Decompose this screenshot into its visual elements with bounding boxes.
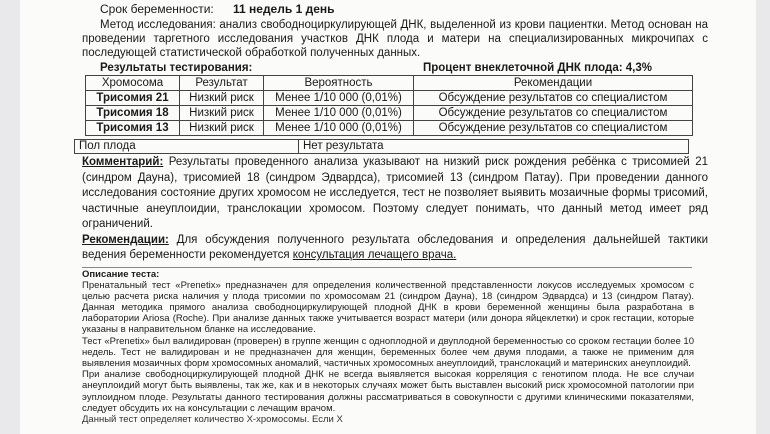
test-description-title: Описание теста: xyxy=(82,268,160,280)
recommendations-paragraph xyxy=(82,233,708,264)
test-description xyxy=(82,280,694,414)
cell-chromosome: Трисомия 18 xyxy=(86,106,180,121)
description-paragraph: При анализе свободноциркулирующей плодной ДНК не всегда выявляется высокая корреляция с генотипом плода. Не все случаи анеуплоидий могут быть выявлены, так же, как и в некоторых случаях может быть выставлен высокий риск хромосомной патологии при эуплоидном плоде. Результаты данного тестирования должны рассматриваться в совокупности с другими клиническими показателями, следует обсудить их на консультации с лечащим врачом. xyxy=(82,369,694,414)
results-table-header xyxy=(86,76,693,91)
header-chromosome: Хромосома xyxy=(86,76,180,91)
description-paragraph: Тест «Prenetix» был валидирован (проверен) в группе женщин с одноплодной и двуплодной беременностью со сроком гестации более 10 недель. Тест не валидирован и не предназначен для женщин, беременных более чем двумя плодами, а также не применим для выявления мозаичных форм хромосомных аномалий, частичных хромосомных анеуплоидий, транслокаций и материнских анеуплоидий. xyxy=(82,335,694,369)
cell-recommendation: Обсуждение результатов со специалистом xyxy=(414,121,693,136)
header-result: Результат xyxy=(180,76,264,91)
comment-section xyxy=(82,155,708,264)
document-page xyxy=(20,0,756,434)
table-row xyxy=(75,140,689,154)
cell-probability: Менее 1/10 000 (0,01%) xyxy=(264,91,414,106)
header-probability: Вероятность xyxy=(264,76,414,91)
cell-result: Низкий риск xyxy=(180,121,264,136)
cell-recommendation: Обсуждение результатов со специалистом xyxy=(414,106,693,121)
results-title: Результаты тестирования: xyxy=(100,62,253,74)
fetal-sex-table xyxy=(74,139,689,154)
method-paragraph: Метод исследования: анализ свободноциркулирующей ДНК, выделенной из крови пациентки. Метод основан на проведении таргетного исследования участков ДНК плода и матери на специализированных микрочипах с последующей статистической обработкой полученных данных. xyxy=(82,19,708,59)
cell-result: Низкий риск xyxy=(180,106,264,121)
cell-chromosome: Трисомия 13 xyxy=(86,121,180,136)
recommendations-label: Рекомендации: xyxy=(82,233,169,246)
fetal-sex-value: Нет результата xyxy=(299,140,689,154)
comment-text: Результаты проведенного анализа указывают на низкий риск рождения ребёнка с трисомией 21 (синдром Дауна), трисомией 18 (синдром Эдвардса), трисомией 13 (синдром Патау). При проведении данного исследования состояние других хромосом не исследуется, тест не позволяет выявить мозаичные формы трисомий, частичные анеуплоидии, транслокации хромосом. Поэтому следует понимать, что данный метод имеет ряд ограничений. xyxy=(82,156,708,230)
section-divider xyxy=(82,267,692,268)
description-cut-off-line: Данный тест определяет количество Х-хромосомы. Если Х xyxy=(82,413,343,425)
gestation-term-row xyxy=(82,2,708,17)
cell-probability: Менее 1/10 000 (0,01%) xyxy=(264,121,414,136)
cell-recommendation: Обсуждение результатов со специалистом xyxy=(414,91,693,106)
recommendations-text: Для обсуждения полученного результата обследования и определения дальнейшей тактики ведения беременности рекомендуется xyxy=(82,233,708,261)
document-content xyxy=(79,2,708,425)
cell-result: Низкий риск xyxy=(180,91,264,106)
doctor-consultation-text: консультация лечащего врача. xyxy=(292,249,457,261)
cell-chromosome: Трисомия 21 xyxy=(86,91,180,106)
fetal-cfdna-percent: Процент внеклеточной ДНК плода: 4,3% xyxy=(422,62,652,74)
gestation-term-label: Срок беременности: xyxy=(100,2,214,16)
comment-label: Комментарий: xyxy=(82,156,164,168)
results-header-row xyxy=(82,61,692,75)
description-paragraph: Пренатальный тест «Prenetix» предназначен для определения количественной представленности локусов исследуемых хромосом с целью расчета риска наличия у плода трисомии по хромосомам 21 (синдром Дауна), 18 (синдром Эдвардса) и 13 (синдром Патау). Данная методика прямого анализа свободноциркулирующей плодной ДНК в крови беременной женщины была разработана в лаборатории Ariosa (Roche). При анализе данных также учитывается возраст матери (или донора яйцеклетки) и срок гестации, которые указаны в направительном бланке на исследование. xyxy=(82,279,694,336)
fetal-sex-label: Пол плода xyxy=(75,140,299,154)
table-row xyxy=(86,106,693,121)
table-row xyxy=(86,121,693,136)
table-row xyxy=(86,91,693,106)
gestation-term-value: 11 недель 1 день xyxy=(233,2,335,16)
header-recommendations: Рекомендации xyxy=(414,76,693,91)
cell-probability: Менее 1/10 000 (0,01%) xyxy=(264,106,414,121)
results-table xyxy=(85,75,693,136)
comment-paragraph xyxy=(82,155,708,233)
